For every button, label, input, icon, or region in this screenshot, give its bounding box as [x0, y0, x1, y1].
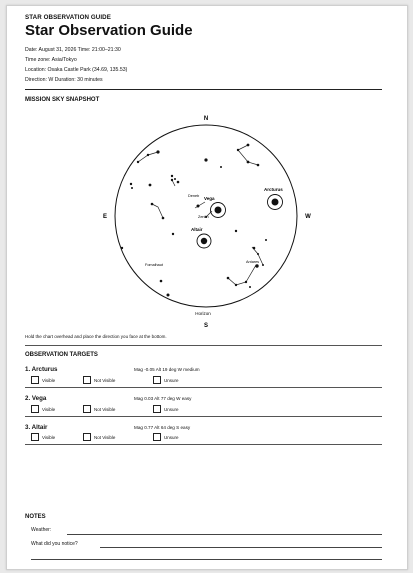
altair-label: Altair	[191, 227, 203, 232]
chart-instruction: Hold the chart overhead and place the direction you face at the bottom.	[25, 334, 167, 339]
star-dot	[245, 281, 247, 283]
snapshot-heading: MISSION SKY SNAPSHOT	[25, 97, 100, 103]
star-dot	[235, 230, 237, 232]
weather-write-line[interactable]	[67, 534, 382, 535]
star-dot	[253, 247, 256, 250]
not-visible-checkbox[interactable]: Not Visible	[83, 376, 115, 384]
compass-e: E	[102, 214, 108, 220]
target-title: 2. Vega	[25, 395, 47, 402]
star-dot	[162, 217, 165, 220]
fomalhaut-label: Fomalhaut	[145, 263, 163, 267]
target-title: 1. Arcturus	[25, 366, 58, 373]
targets-heading: OBSERVATION TARGETS	[25, 352, 98, 358]
snapshot-divider	[25, 345, 382, 346]
not-visible-checkbox[interactable]: Not Visible	[83, 405, 115, 413]
star-dot	[262, 264, 264, 266]
unsure-checkbox[interactable]: Unsure	[153, 405, 179, 413]
arcturus-marker	[268, 195, 283, 210]
star-dot	[220, 166, 222, 168]
sky-chart	[100, 110, 313, 332]
star-dot	[227, 277, 230, 280]
visible-checkbox[interactable]: Visible	[31, 405, 55, 413]
zenith-label: Zenith	[198, 215, 209, 219]
target-stats: Mag -0.05 Alt 19 deg W medium	[134, 367, 200, 372]
star-dot	[249, 286, 251, 288]
direction-line: Direction: W Duration: 30 minutes	[25, 77, 103, 83]
target-stats: Mag 0.03 Alt 77 deg W easy	[134, 396, 192, 401]
horizon-label: Horizon	[195, 311, 211, 316]
star-dot	[255, 264, 258, 267]
not-visible-checkbox[interactable]: Not Visible	[83, 433, 115, 441]
star-dot	[121, 247, 123, 249]
star-dot	[137, 161, 139, 163]
unsure-checkbox[interactable]: Unsure	[153, 376, 179, 384]
star-dot	[167, 294, 170, 297]
deneb-label: Deneb	[188, 194, 200, 198]
star-dot	[130, 183, 132, 185]
visible-checkbox[interactable]: Visible	[31, 433, 55, 441]
star-dot	[247, 161, 250, 164]
star-dot	[172, 233, 174, 235]
notice-write-line[interactable]	[100, 547, 382, 548]
target-stats: Mag 0.77 Alt 64 deg S easy	[134, 425, 191, 430]
constellation-line	[138, 152, 158, 162]
star-dot	[265, 239, 267, 241]
star-dot	[171, 175, 173, 177]
compass-w: W	[305, 214, 311, 220]
star-dot	[235, 284, 237, 286]
star-dot	[197, 205, 200, 208]
target-divider	[25, 444, 382, 445]
location-line: Location: Osaka Castle Park (34.69, 135.53)	[25, 67, 128, 73]
altair-marker	[197, 234, 211, 248]
compass-s: S	[203, 323, 209, 329]
star-dot	[247, 144, 250, 147]
star-dot	[160, 280, 163, 283]
star-dot	[147, 154, 149, 156]
vega-marker	[211, 203, 226, 218]
vega-label: Vega	[204, 196, 215, 201]
target-divider	[25, 416, 382, 417]
notice-label: What did you notice?	[31, 541, 78, 547]
star-dot	[174, 178, 176, 180]
star-dot	[131, 187, 133, 189]
arcturus-label: Arcturus	[264, 187, 283, 192]
constellation-line	[152, 204, 163, 218]
constellation-line	[195, 202, 205, 208]
notes-heading: NOTES	[25, 514, 46, 520]
target-divider	[25, 387, 382, 388]
guide-kicker: STAR OBSERVATION GUIDE	[25, 14, 111, 21]
star-dot	[156, 150, 159, 153]
star-dot	[237, 149, 239, 151]
star-dot	[149, 184, 152, 187]
notice-write-line-2[interactable]	[31, 559, 382, 560]
header-divider	[25, 89, 382, 90]
constellation-line	[228, 265, 256, 285]
page-title: Star Observation Guide	[25, 22, 193, 39]
star-dot	[177, 181, 180, 184]
target-title: 3. Altair	[25, 424, 48, 431]
weather-label: Weather:	[31, 527, 52, 533]
date-line: Date: August 31, 2026 Time: 21:00–21:30	[25, 47, 121, 53]
star-dot	[257, 253, 259, 255]
unsure-checkbox[interactable]: Unsure	[153, 433, 179, 441]
visible-checkbox[interactable]: Visible	[31, 376, 55, 384]
antares-label: Antares	[246, 260, 260, 264]
star-dot	[257, 164, 260, 167]
compass-n: N	[203, 116, 209, 122]
star-dot	[204, 158, 207, 161]
star-dot	[151, 203, 154, 206]
star-dot	[171, 179, 173, 181]
timezone-line: Time zone: Asia/Tokyo	[25, 57, 77, 63]
